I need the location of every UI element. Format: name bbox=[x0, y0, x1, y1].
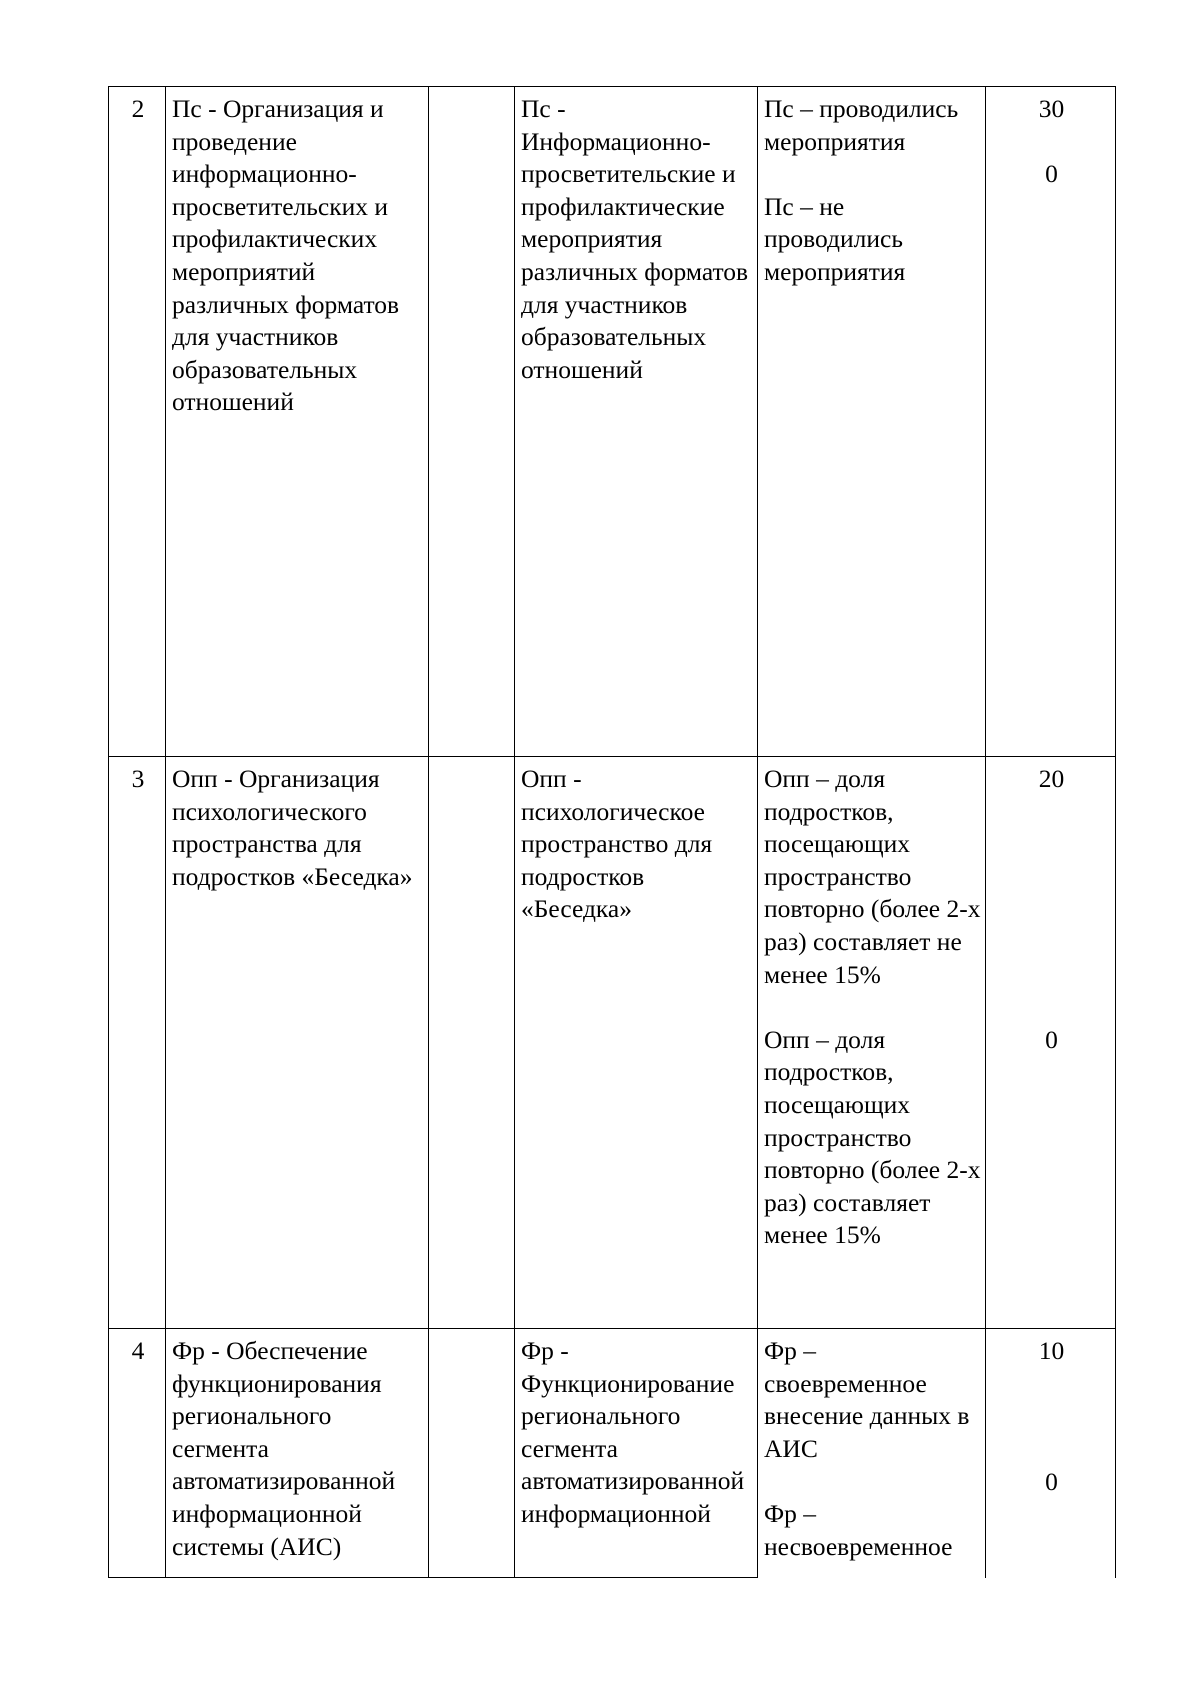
criteria-cell bbox=[758, 87, 986, 757]
table-row bbox=[109, 757, 1116, 1329]
points-value: 0 bbox=[1045, 1024, 1058, 1054]
criterion: Опп – доля подростков, посещающих пространство повторно (более 2-х раз) составляет менее 15% bbox=[764, 1024, 981, 1250]
empty-cell bbox=[429, 757, 515, 1329]
row-number: 2 bbox=[109, 87, 166, 757]
criterion: Пс – проводились мероприятия bbox=[764, 94, 959, 156]
criteria-cell bbox=[758, 757, 986, 1329]
points-cell bbox=[986, 757, 1116, 1329]
criterion: Фр – несвоевременное bbox=[764, 1498, 953, 1561]
activity-name: Опп - Организация психологического пространства для подростков «Беседка» bbox=[166, 757, 429, 1329]
points-value: 0 bbox=[1045, 159, 1058, 189]
empty-cell bbox=[429, 87, 515, 757]
criterion: Фр – своевременное внесение данных в АИС bbox=[764, 1336, 970, 1463]
points-value: 20 bbox=[1038, 764, 1065, 793]
indicator: Пс - Информационно-просветительские и профилактические мероприятия различных форматов для участников образовательных отношений bbox=[515, 87, 758, 757]
empty-cell bbox=[429, 1329, 515, 1578]
row-number: 3 bbox=[109, 757, 166, 1329]
activity-name: Пс - Организация и проведение информационно-просветительских и профилактических мероприятий различных форматов для участников образовательных отношений bbox=[166, 87, 429, 757]
activity-name: Фр - Обеспечение функционирования регионального сегмента автоматизированной информационной системы (АИС) bbox=[166, 1329, 429, 1578]
row-number: 4 bbox=[109, 1329, 166, 1578]
table-row bbox=[109, 87, 1116, 757]
points-value: 30 bbox=[1038, 94, 1065, 123]
criteria-cell bbox=[758, 1329, 986, 1578]
points-value: 0 bbox=[1045, 1466, 1058, 1496]
points-value: 10 bbox=[1038, 1336, 1065, 1365]
criteria-table bbox=[108, 86, 1116, 1578]
table-row bbox=[109, 1329, 1116, 1578]
points-cell bbox=[986, 87, 1116, 757]
points-cell bbox=[986, 1329, 1116, 1578]
criterion: Пс – не проводились мероприятия bbox=[764, 191, 906, 286]
criterion: Опп – доля подростков, посещающих пространство повторно (более 2-х раз) составляет не менее 15% bbox=[764, 764, 981, 989]
indicator: Фр - Функционирование регионального сегмента автоматизированной информационной bbox=[515, 1329, 758, 1578]
indicator: Опп - психологическое пространство для подростков «Беседка» bbox=[515, 757, 758, 1329]
